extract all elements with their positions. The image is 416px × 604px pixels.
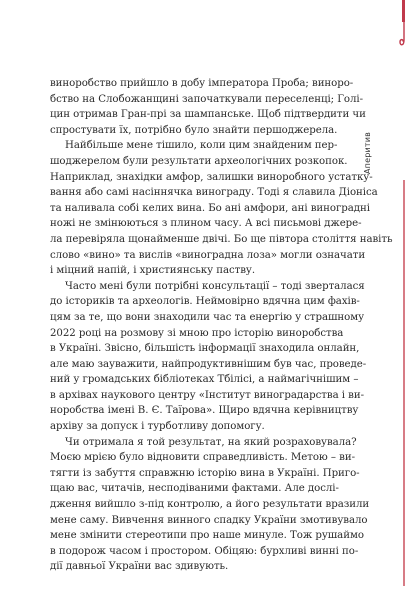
- text-line: до істориків та археологів. Неймовірно вдячна цим фахів-: [50, 296, 360, 308]
- text-line: архіву за допуск і турботливу допомогу.: [50, 421, 265, 433]
- text-line: вання або самі насіннячка винограду. Тоді я славила Діоніса: [50, 187, 378, 199]
- text-line: ножі не змінюються з плином часу. А всі письмові джере-: [50, 218, 362, 230]
- text-line: тягти із забуття справжню історію вина в Україні. Приго-: [50, 467, 360, 479]
- text-line: цин отримав Гран-прі за шампанське. Щоб підтвердити чи: [50, 109, 366, 121]
- text-line: мене саму. Вивчення винного спадку України змотивувало: [50, 514, 368, 526]
- text-line: цям за те, що вони знаходили час та енергію у страшному: [50, 311, 365, 323]
- text-line: Чи отримала я той результат, на який розраховувала?: [65, 436, 357, 448]
- bookmark-hook-icon: [399, 22, 409, 52]
- text-line: в подорож часом і простором. Обіцяю: бурхливі винні по-: [50, 545, 359, 557]
- text-line: Наприклад, знахідки амфор, залишки виноробного устатку-: [50, 171, 373, 183]
- text-line: бство на Слобожанщині започаткували переселенці; Голі-: [50, 93, 364, 105]
- text-line: 2022 році на розмову зі мною про історію виноробства: [50, 327, 344, 339]
- paragraph-4: [50, 435, 370, 575]
- text-line: мене змінити стереотипи про наше минуле. Тож рушаймо: [50, 530, 364, 542]
- chapter-edge-line: [403, 180, 405, 586]
- text-line: виноробство прийшло в добу імператора Проба; виноро-: [50, 78, 354, 89]
- text-line: шоджерелом були результати археологічних розкопок.: [50, 155, 348, 167]
- text-line: Найбільше мене тішило, коли цим знайденим пер-: [65, 140, 338, 152]
- text-line: дії давньої України вас здивують.: [50, 561, 229, 573]
- text-line: ла перевіряла щонайменше двічі. Бо ще півтора століття навіть: [50, 233, 393, 245]
- paragraph-1: [50, 76, 366, 138]
- text-line: слово «вино» та вислів «виноградна лоза» могли означати: [50, 249, 366, 261]
- text-line: та наливала собі келих вина. Бо ані амфори, ані виноградні: [50, 202, 370, 214]
- text-line: дження вийшло з-під контролю, а його результати вразили: [50, 499, 370, 511]
- text-line: і міцний напій, і християнську паству.: [50, 265, 256, 277]
- chapter-edge-mark-top: [402, 0, 405, 22]
- text-line: щаю вас, читачів, несподіваними фактами. Але дослі-: [50, 483, 339, 495]
- text-line: норобства імені В. Є. Таїрова». Щиро вдячна керівництву: [50, 405, 359, 417]
- text-line: але маю зауважити, найпродуктивнішим був час, проведе-: [50, 358, 367, 370]
- text-line: ний у громадських бібліотеках Тбілісі, а наймагічнішим –: [50, 374, 359, 386]
- text-line: Моєю мрією було відновити справедливість. Метою – ви-: [50, 452, 355, 464]
- chapter-side-label: Аперитив: [363, 131, 372, 174]
- text-line: Часто мені були потрібні консультації – тоді зверталася: [65, 280, 365, 292]
- text-line: в архівах наукового центру «Інститут виноградарства і ви-: [50, 389, 364, 401]
- paragraph-3: [50, 279, 367, 435]
- text-line: в Україні. Звісно, більшість інформації знаходила онлайн,: [50, 343, 360, 355]
- text-line: спростувати їх, потрібно було знайти першоджерела.: [50, 124, 338, 136]
